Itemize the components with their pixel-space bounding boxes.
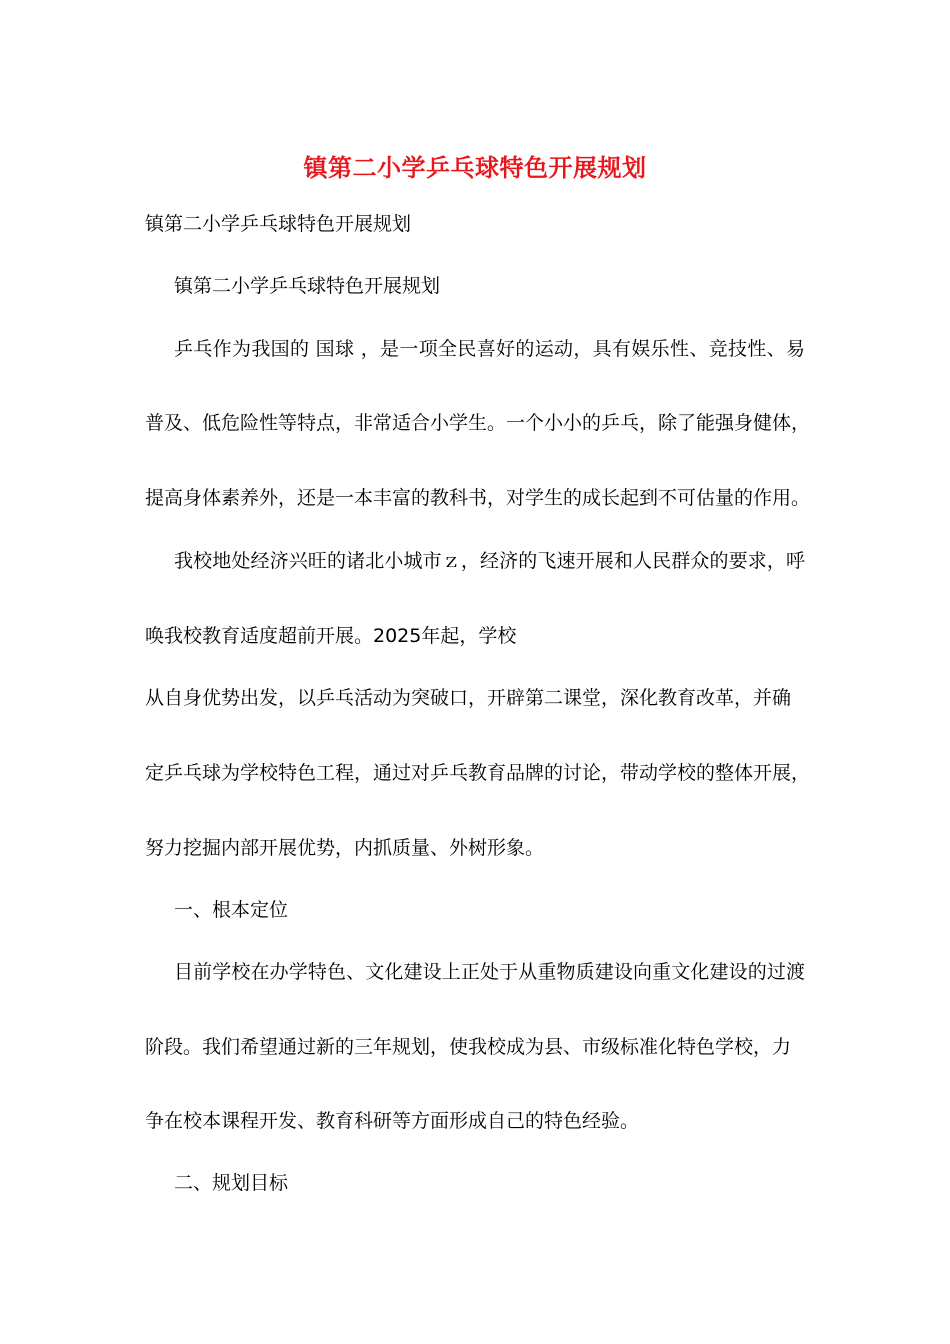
paragraph-1-line-1: 乒乓作为我国的 国球 ，是一项全民喜好的运动，具有娱乐性、竞技性、易 [174, 338, 805, 360]
paragraph-2-line-2: 唤我校教育适度超前开展。2025年起，学校 [145, 625, 517, 647]
subtitle-line: 镇第二小学乒乓球特色开展规划 [145, 213, 412, 235]
paragraph-2-line-3: 从自身优势出发，以乒乓活动为突破口，开辟第二课堂，深化教育改革，并确 [145, 687, 792, 709]
paragraph-2-line-5: 努力挖掘内部开展优势，内抓质量、外树形象。 [145, 837, 545, 859]
paragraph-1-line-2: 普及、低危险性等特点，非常适合小学生。一个小小的乒乓，除了能强身健体， [145, 412, 811, 434]
paragraph-3-line-2: 阶段。我们希望通过新的三年规划，使我校成为县、市级标准化特色学校，力 [145, 1036, 792, 1058]
subtitle-indented-line: 镇第二小学乒乓球特色开展规划 [174, 275, 441, 297]
paragraph-2-line-1: 我校地处经济兴旺的诸北小城市ｚ，经济的飞速开展和人民群众的要求，呼 [174, 550, 805, 572]
section-2-heading: 二、规划目标 [174, 1172, 289, 1194]
paragraph-3-line-3: 争在校本课程开发、教育科研等方面形成自己的特色经验。 [145, 1110, 640, 1132]
paragraph-2-line-4: 定乒乓球为学校特色工程，通过对乒乓教育品牌的讨论，带动学校的整体开展， [145, 762, 811, 784]
paragraph-1-line-3: 提高身体素养外，还是一本丰富的教科书，对学生的成长起到不可估量的作用。 [145, 487, 811, 509]
document-title: 镇第二小学乒乓球特色开展规划 [303, 154, 647, 182]
section-1-heading: 一、根本定位 [174, 899, 289, 921]
paragraph-3-line-1: 目前学校在办学特色、文化建设上正处于从重物质建设向重文化建设的过渡 [174, 961, 805, 983]
